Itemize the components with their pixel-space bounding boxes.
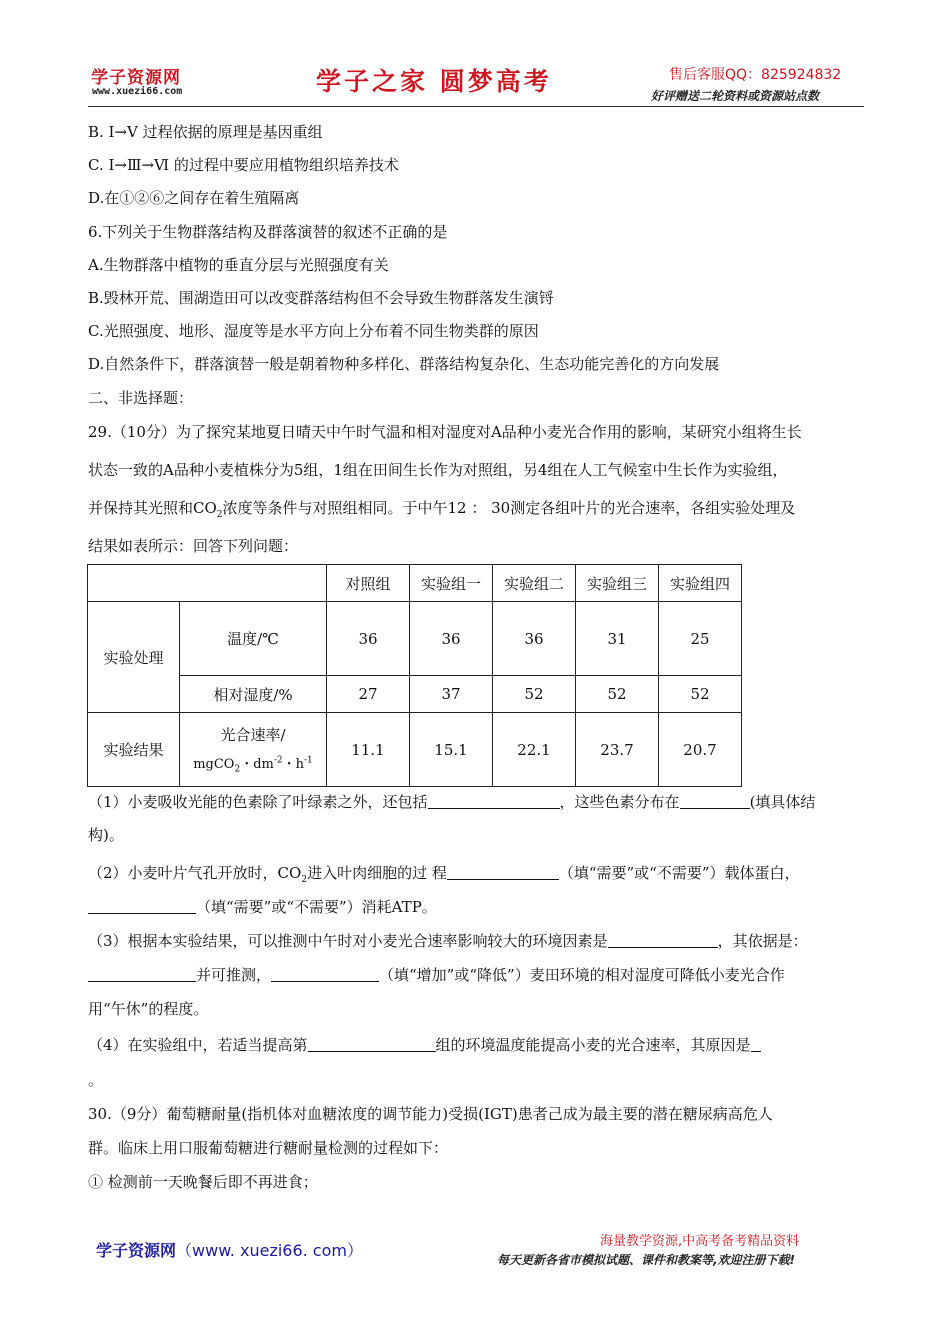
q5-option-c: C. Ⅰ→Ⅲ→Ⅵ 的过程中要应用植物组织培养技术 [88, 156, 399, 174]
q6-option-a: A.生物群落中植物的垂直分层与光照强度有关 [88, 256, 389, 274]
header-slogan: 学子之家 圆梦高考 [316, 67, 552, 96]
q6-stem: 6.下列关于生物群落结构及群落演替的叙述不正确的是 [88, 223, 448, 241]
table-cell: 25 [659, 602, 742, 676]
footer-notice: 每天更新各省市模拟试题、课件和教案等,欢迎注册下载! [497, 1253, 796, 1267]
table-cell: 31 [576, 602, 659, 676]
q29-line-2: 状态一致的A品种小麦植株分为5组，1组在田间生长作为对照组，另4组在人工气候室中生长作为实验组， [88, 461, 788, 479]
q29-line-1: 29.（10分）为了探究某地夏日晴天中午时气温和相对湿度对A品种小麦光合作用的影响，某研究小组将生长 [88, 423, 802, 441]
q5-option-d: D.在①②⑥之间存在着生殖隔离 [88, 189, 300, 207]
q29-part-3: （3）根据本实验结果，可以推测中午时对小麦光合速率影响较大的环境因素是 ，其依据是： [88, 932, 808, 950]
table-header-cell: 实验组二 [493, 565, 576, 602]
q30-line-2: 群。临床上用口服葡萄糖进行糖耐量检测的过程如下： [88, 1139, 449, 1157]
q29-line-3: 并保持其光照和$CO_2$浓度等条件与对照组相同。于中午12 ： 30测定各组叶片的光合速率，各组实验处理及 [88, 499, 796, 520]
q6-option-b: B.毁林开荒、围湖造田可以改变群落结构但不会导致生物群落发生演锊 [88, 289, 554, 307]
table-header-cell: 对照组 [327, 565, 410, 602]
treatment-label: 实验处理 [88, 602, 180, 713]
table-cell: 52 [493, 676, 576, 713]
q30-line-1: 30.（9分）葡萄糖耐量(指机体对血糖浓度的调节能力)受损(IGT)患者己成为最主要的潜在糖尿病高危人 [88, 1105, 773, 1123]
rate-unit: mgCO$_2$・$dm^{-2}$・$h^{-1}$ [193, 755, 313, 775]
table-cell: 20.7 [659, 713, 742, 787]
table-row-rate [88, 713, 742, 787]
table-row-humidity [88, 676, 742, 713]
rate-label: 光合速率/ [220, 726, 286, 745]
q29-part-3-cont: 并可推测， （填“增加”或“降低”）麦田环境的相对湿度可降低小麦光合作 [88, 965, 785, 985]
table-cell: 52 [659, 676, 742, 713]
footer-tagline: 海量教学资源,中高考备考精品资料 [600, 1234, 800, 1249]
table-cell: 27 [327, 676, 410, 713]
table-row-temp [88, 602, 742, 676]
result-label: 实验结果 [88, 713, 180, 787]
q29-part-1: （1）小麦吸收光能的色素除了叶绿素之外，还包括 ，这些色素分布在 (填具体结 [88, 793, 816, 811]
table-corner-cell [88, 565, 327, 602]
table-cell: 37 [410, 676, 493, 713]
table-cell: 36 [493, 602, 576, 676]
table-header-cell: 实验组三 [576, 565, 659, 602]
table-header-cell: 实验组四 [659, 565, 742, 602]
table-cell: 52 [576, 676, 659, 713]
q29-part-3-end: 用“午休”的程度。 [88, 1000, 209, 1018]
header-hint: 好评赠送二轮资料或资源站点数 [651, 89, 820, 103]
temp-label: 温度/℃ [180, 602, 327, 676]
footer-site [96, 1238, 363, 1261]
customer-service-qq: 售后客服QQ：825924832 [669, 67, 842, 83]
table-cell: 36 [327, 602, 410, 676]
table-cell: 22.1 [493, 713, 576, 787]
logo-text: 学子资源网 [91, 68, 181, 88]
section-title: 二、非选择题： [88, 389, 194, 407]
footer-site-url[interactable]: （www. xuezi66. com） [176, 1241, 363, 1260]
q29-line-4: 结果如表所示：回答下列问题： [88, 537, 299, 555]
q6-option-d: D.自然条件下，群落演替一般是朝着物种多样化、群落结构复杂化、生态功能完善化的方向发展 [88, 355, 720, 373]
q30-line-3: ① 检测前一天晚餐后即不再进食； [88, 1173, 318, 1191]
q5-option-b: B. Ⅰ→Ⅴ 过程依据的原理是基因重组 [88, 123, 323, 141]
logo-url: www.xuezi66.com [92, 86, 183, 97]
footer-site-name: 学子资源网 [96, 1241, 177, 1260]
table-cell: 15.1 [410, 713, 493, 787]
header-divider [88, 106, 864, 107]
rate-label-cell [180, 713, 327, 787]
table-header-row [88, 565, 742, 602]
experiment-table [87, 564, 742, 787]
q29-part-2: （2）小麦叶片气孔开放时，$CO_2$进入叶肉细胞的过 程 （填“需要”或“不需要”）载体蛋白， [88, 864, 800, 885]
table-header-cell: 实验组一 [410, 565, 493, 602]
table-cell: 23.7 [576, 713, 659, 787]
q29-part-2-cont: （填“需要”或“不需要”）消耗ATP。 [88, 897, 437, 917]
humidity-label: 相对湿度/% [180, 676, 327, 713]
q29-part-1-cont: 构)。 [88, 826, 124, 844]
q29-part-4-end: 。 [88, 1071, 104, 1089]
q6-option-c: C.光照强度、地形、湿度等是水平方向上分布着不同生物类群的原因 [88, 322, 539, 340]
table-cell: 36 [410, 602, 493, 676]
table-cell: 11.1 [327, 713, 410, 787]
q29-part-4: （4）在实验组中，若适当提高第 组的环境温度能提高小麦的光合速率，其原因是 [88, 1035, 761, 1055]
